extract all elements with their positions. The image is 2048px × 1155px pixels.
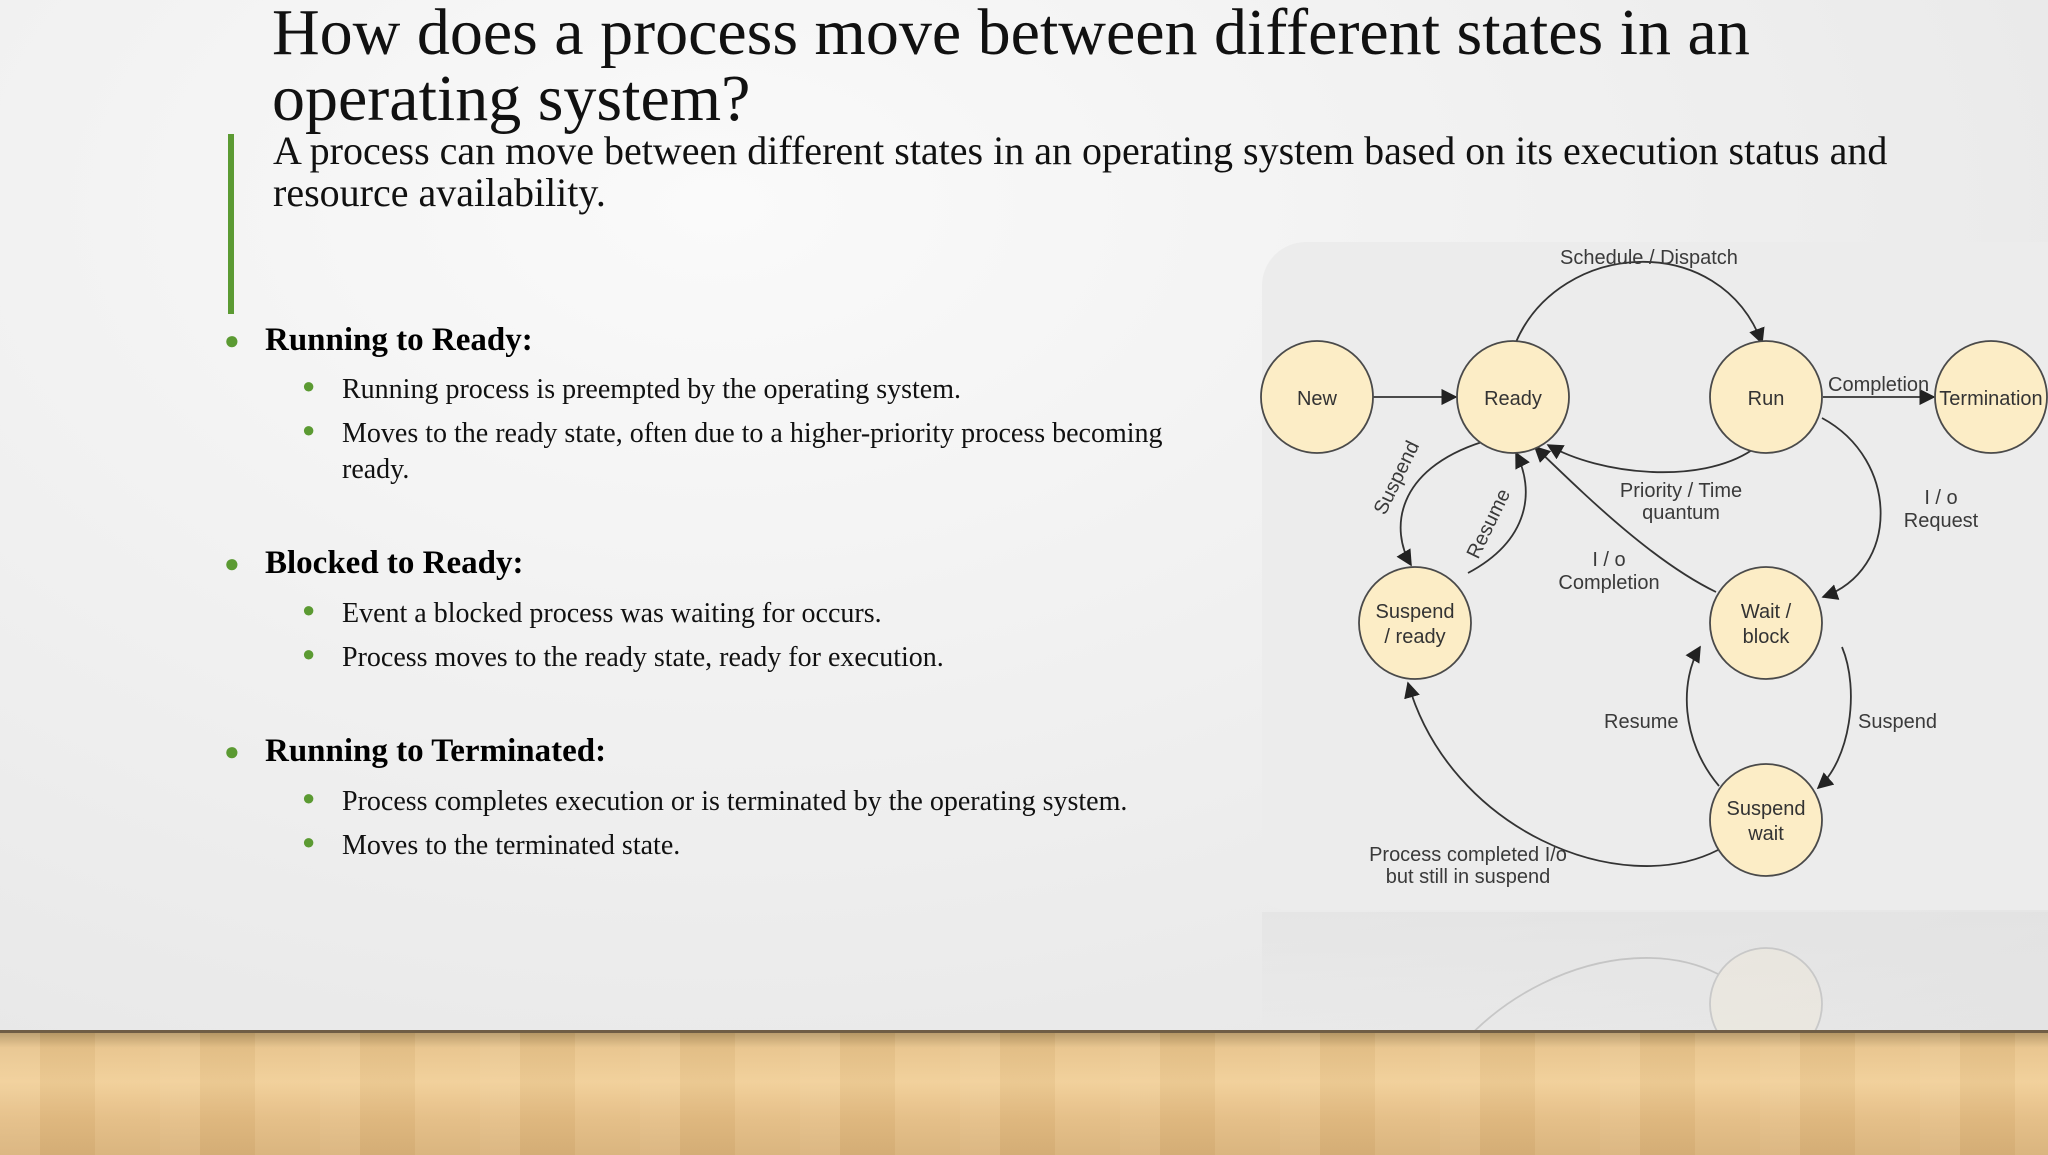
state-termination bbox=[1935, 341, 2047, 453]
bullet-text: Moves to the ready state, often due to a higher-priority process becoming ready. bbox=[342, 418, 1163, 485]
state-run bbox=[1710, 341, 1822, 453]
edge-label: I / o bbox=[1592, 549, 1626, 571]
section-heading: Running to Terminated: bbox=[265, 733, 607, 769]
bullet-icon: ● bbox=[302, 829, 316, 854]
bullet-icon: ● bbox=[224, 737, 240, 766]
section-heading: Blocked to Ready: bbox=[265, 545, 524, 581]
diagram-reflection-art bbox=[1408, 948, 1822, 1030]
edge-label: Completion bbox=[1828, 374, 1930, 396]
slide-subtitle: A process can move between different states in an operating system based on its execution status and resource availability. bbox=[273, 128, 1888, 215]
node-label: block bbox=[1742, 626, 1790, 648]
edge-label: Priority / Time bbox=[1619, 480, 1743, 502]
state-suspend-ready bbox=[1359, 567, 1471, 679]
node-label: Wait / bbox=[1740, 601, 1792, 623]
state-suspend-wait bbox=[1710, 764, 1822, 876]
edge-label: Completion bbox=[1558, 572, 1660, 594]
edge-label: Process completed I/o bbox=[1369, 844, 1567, 866]
node-label: wait bbox=[1748, 823, 1784, 845]
edge-label: but still in suspend bbox=[1385, 866, 1551, 888]
node-label: / ready bbox=[1384, 626, 1446, 648]
bullet-text: Event a blocked process was waiting for occurs. bbox=[342, 598, 882, 629]
edge-label: Suspend bbox=[1858, 711, 1937, 733]
node-label: New bbox=[1296, 388, 1338, 410]
edge-schedule bbox=[1516, 262, 1762, 343]
bullet-icon: ● bbox=[224, 326, 240, 355]
bullet-text: Running process is preempted by the operating system. bbox=[342, 374, 961, 405]
edge-priority bbox=[1548, 445, 1752, 472]
edge-label: I / o bbox=[1924, 487, 1958, 509]
bullet-text: Process completes execution or is terminated by the operating system. bbox=[342, 786, 1128, 817]
wood-floor-background bbox=[0, 1030, 2048, 1155]
edge-io-request bbox=[1822, 418, 1881, 597]
edge-label: Resume bbox=[1462, 485, 1516, 563]
slide-title: How does a process move between different states in an operating system? bbox=[272, 0, 1750, 135]
edge-label: Request bbox=[1903, 510, 1979, 532]
state-ready bbox=[1457, 341, 1569, 453]
section-heading: Running to Ready: bbox=[265, 322, 533, 358]
node-label: Run bbox=[1747, 388, 1785, 410]
edge-resume-right bbox=[1687, 647, 1719, 786]
node-label: Suspend bbox=[1726, 798, 1806, 820]
bullet-icon: ● bbox=[224, 549, 240, 578]
node-label: Suspend bbox=[1375, 601, 1455, 623]
state-new bbox=[1261, 341, 1373, 453]
edge-label: Resume bbox=[1604, 711, 1679, 733]
edge-label: Schedule / Dispatch bbox=[1560, 247, 1738, 269]
node-label: Termination bbox=[1939, 388, 2043, 410]
bullet-icon: ● bbox=[302, 373, 316, 398]
node-label: Ready bbox=[1484, 388, 1542, 410]
state-wait-block bbox=[1710, 567, 1822, 679]
bullet-icon: ● bbox=[302, 785, 316, 810]
bullet-text: Moves to the terminated state. bbox=[342, 830, 681, 861]
bullet-icon: ● bbox=[302, 417, 316, 442]
bullet-text: Process moves to the ready state, ready for execution. bbox=[342, 642, 944, 673]
bullet-icon: ● bbox=[302, 597, 316, 622]
edge-label: Suspend bbox=[1369, 437, 1425, 519]
edge-label: quantum bbox=[1642, 502, 1720, 524]
bullet-icon: ● bbox=[302, 641, 316, 666]
edge-suspend-right bbox=[1818, 647, 1851, 788]
